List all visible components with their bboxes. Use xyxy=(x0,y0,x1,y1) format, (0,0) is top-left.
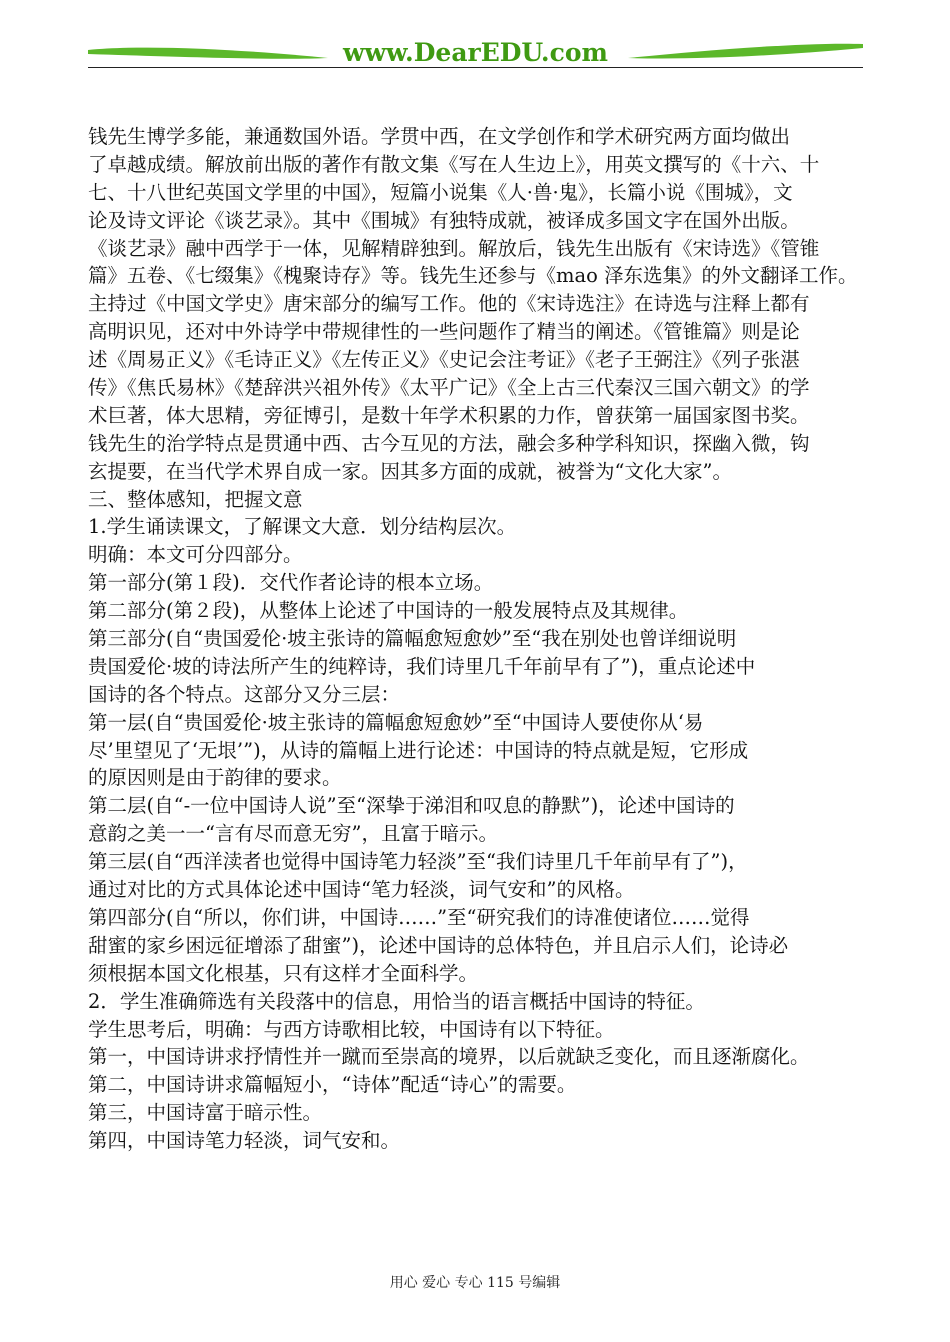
text-line: 学生思考后，明确：与西方诗歌相比较，中国诗有以下特征。 xyxy=(88,1017,615,1041)
text-line: 的原因则是由于韵律的要求。 xyxy=(88,766,342,790)
text-line: 明确：本文可分四部分。 xyxy=(88,543,303,567)
page-header xyxy=(88,34,863,74)
text-line: 《谈艺录》融中西学于一体，见解精辟独到。解放后，钱先生出版有《宋诗选》《管锥 xyxy=(88,236,820,260)
text-line: 述《周易正义》《毛诗正义》《左传正义》《史记会注考证》《老子王弼注》《列子张湛 xyxy=(88,348,800,372)
text-line: 第一层(自“贵国爱伦·坡主张诗的篇幅愈短愈妙”至“中国诗人要使你从‘易 xyxy=(88,710,704,734)
text-line: 论及诗文评论《谈艺录》。其中《围城》有独特成就，被译成多国文字在国外出版。 xyxy=(88,208,800,232)
text-line: 须根据本国文化根基，只有这样才全面科学。 xyxy=(88,961,479,985)
text-line: 传》《焦氏易林》《楚辞洪兴祖外传》《太平广记》《全上古三代秦汉三国六朝文》的学 xyxy=(88,376,810,400)
text-line: 第四部分(自“所以，你们讲，中国诗……”至“研究我们的诗准使诸位……觉得 xyxy=(88,905,750,929)
text-line: 尽’里望见了‘无垠’”)，从诗的篇幅上进行论述：中国诗的特点就是短，它形成 xyxy=(88,738,749,762)
text-line: 第一部分(第１段)．交代作者论诗的根本立场。 xyxy=(88,571,494,595)
text-line: 第二，中国诗讲求篇幅短小，“诗体”配适“诗心”的需要。 xyxy=(88,1073,577,1097)
text-line: 第三，中国诗富于暗示性。 xyxy=(88,1101,323,1125)
text-line: 2．学生准确筛选有关段落中的信息，用恰当的语言概括中国诗的特征。 xyxy=(88,989,705,1013)
text-line: 第四，中国诗笔力轻淡，词气安和。 xyxy=(88,1129,401,1153)
document-body xyxy=(88,123,873,1155)
text-line: 第三层(自“西洋渎者也觉得中国诗笔力轻淡”至“我们诗里几千年前早有了”)， xyxy=(88,850,748,874)
section-heading: 三、整体感知，把握文意 xyxy=(88,487,303,511)
text-line: 第一，中国诗讲求抒情性并一蹴而至崇高的境界，以后就缺乏变化，而且逐渐腐化。 xyxy=(88,1045,810,1069)
text-line: 意韵之美一一“言有尽而意无穷”，且富于暗示。 xyxy=(88,822,498,846)
page-footer: 用心 爱心 专心 115 号编辑 xyxy=(389,1275,561,1291)
text-line: 了卓越成绩。解放前出版的著作有散文集《写在人生边上》，用英文撰写的《十六、十 xyxy=(88,152,820,176)
text-line: 通过对比的方式具体论述中国诗“笔力轻淡，词气安和”的风格。 xyxy=(88,878,635,902)
text-line: 第二层(自“-一位中国诗人说”至“深挚于涕泪和叹息的静默”)，论述中国诗的 xyxy=(88,794,735,818)
text-line: 钱先生博学多能，兼通数国外语。学贯中西，在文学创作和学术研究两方面均做出 xyxy=(88,125,791,148)
header-divider xyxy=(88,67,863,68)
text-line: 七、十八世纪英国文学里的中国》，短篇小说集《人·兽·鬼》，长篇小说《围城》，文 xyxy=(88,180,793,204)
text-line: 术巨著，体大思精，旁征博引，是数十年学术积累的力作，曾获第一届国家图书奖。 xyxy=(88,403,810,427)
text-line: 高明识见，还对中外诗学中带规律性的一些问题作了精当的阐述。《管锥篇》则是论 xyxy=(88,320,800,344)
text-line: 钱先生的治学特点是贯通中西、古今互见的方法，融会多种学科知识，探幽入微，钩 xyxy=(88,431,810,455)
text-line: 甜蜜的家乡困远征增添了甜蜜”)，论述中国诗的总体特色，并且启示人们，论诗必 xyxy=(88,933,789,957)
text-line: 第三部分(自“贵国爱伦·坡主张诗的篇幅愈短愈妙”至“我在别处也曾详细说明 xyxy=(88,627,737,651)
text-line: 国诗的各个特点。这部分又分三层： xyxy=(88,682,401,706)
text-line: 1.学生诵读课文，了解课文大意．划分结构层次。 xyxy=(88,515,517,539)
text-line: 玄提要，在当代学术界自成一家。因其多方面的成就，被誉为“文化大家”。 xyxy=(88,459,732,483)
site-url[interactable]: www.DearEDU.com xyxy=(342,38,608,67)
text-line: 第二部分(第２段)，从整体上论述了中国诗的一般发展特点及其规律。 xyxy=(88,599,689,623)
text-line: 贵国爱伦·坡的诗法所产生的纯粹诗，我们诗里几千年前早有了”)，重点论述中 xyxy=(88,654,756,678)
text-line: 主持过《中国文学史》唐宋部分的编写工作。他的《宋诗选注》在诗选与注释上都有 xyxy=(88,292,810,316)
text-line: 篇》五卷、《七缀集》《槐聚诗存》等。钱先生还参与《mao 泽东选集》的外文翻译工作。 xyxy=(88,264,858,288)
